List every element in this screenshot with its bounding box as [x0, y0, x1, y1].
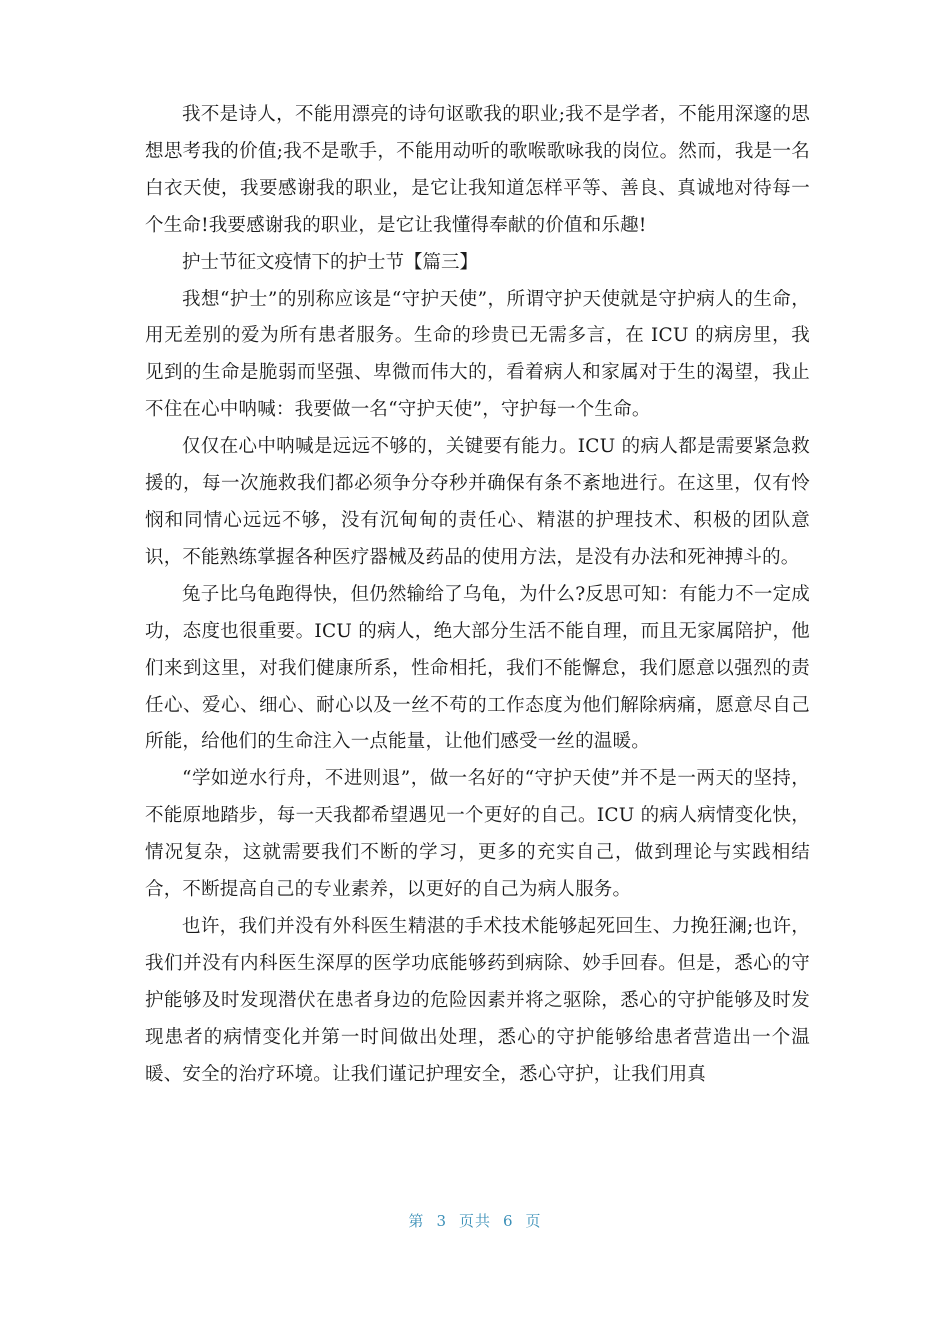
section-heading: 护士节征文疫情下的护士节【篇三】: [182, 251, 479, 273]
paragraph-careful-care: 也许，我们并没有外科医生精湛的手术技术能够起死回生、力挽狂澜;也许，我们并没有内科医生深厚的医学功底能够药到病除、妙手回春。但是，悉心的守护能够及时发现潜伏在患者身边的危险因素并将之驱除，悉心的守护能够及时发现患者的病情变化并第一时间做出处理，悉心的守护能够给患者营造出一个温暖、安全的治疗环境。让我们谨记护理安全，悉心守护，让我们用真: [145, 915, 810, 1085]
footer-label-before: 第: [408, 1212, 425, 1230]
paragraph-guardian-angel: 我想“护士”的别称应该是“守护天使”，所谓守护天使就是守护病人的生命，用无差别的爱为所有患者服务。生命的珍贵已无需多言，在 ICU 的病房里，我见到的生命是脆弱而坚强、卑微而伟大的，看着病人和家属对于生的渴望，我止不住在心中呐喊：我要做一名“守护天使”，守护每一个生命。: [145, 288, 810, 421]
footer-label-middle: 页共: [458, 1212, 491, 1230]
footer-total-pages: 6: [503, 1212, 514, 1230]
footer-label-after: 页: [525, 1212, 542, 1230]
footer-page-number: 3: [436, 1212, 447, 1230]
document-body: [145, 97, 810, 1093]
paragraph-intro: 我不是诗人，不能用漂亮的诗句讴歌我的职业;我不是学者，不能用深邃的思想思考我的价值;我不是歌手，不能用动听的歌喉歌咏我的岗位。然而，我是一名白衣天使，我要感谢我的职业，是它让我知道怎样平等、善良、真诚地对待每一个生命!我要感谢我的职业，是它让我懂得奉献的价值和乐趣!: [145, 104, 810, 236]
page-footer: [0, 1210, 950, 1231]
paragraph-attitude: 兔子比乌龟跑得快，但仍然输给了乌龟，为什么?反思可知：有能力不一定成功，态度也很重要。ICU 的病人，绝大部分生活不能自理，而且无家属陪护，他们来到这里，对我们健康所系，性命相托，我们不能懈怠，我们愿意以强烈的责任心、爱心、细心、耐心以及一丝不苟的工作态度为他们解除病痛，愿意尽自己所能，给他们的生命注入一点能量，让他们感受一丝的温暖。: [145, 583, 810, 753]
paragraph-ability: 仅仅在心中呐喊是远远不够的，关键要有能力。ICU 的病人都是需要紧急救援的，每一次施救我们都必须争分夺秒并确保有条不紊地进行。在这里，仅有怜悯和同情心远远不够，没有沉甸甸的责任心、精湛的护理技术、积极的团队意识，不能熟练掌握各种医疗器械及药品的使用方法，是没有办法和死神搏斗的。: [145, 436, 811, 568]
paragraph-learning: “学如逆水行舟，不进则退”，做一名好的“守护天使”并不是一两天的坚持，不能原地踏步，每一天我都希望遇见一个更好的自己。ICU 的病人病情变化快，情况复杂，这就需要我们不断的学习，更多的充实自己，做到理论与实践相结合，不断提高自己的专业素养，以更好的自己为病人服务。: [145, 768, 810, 901]
